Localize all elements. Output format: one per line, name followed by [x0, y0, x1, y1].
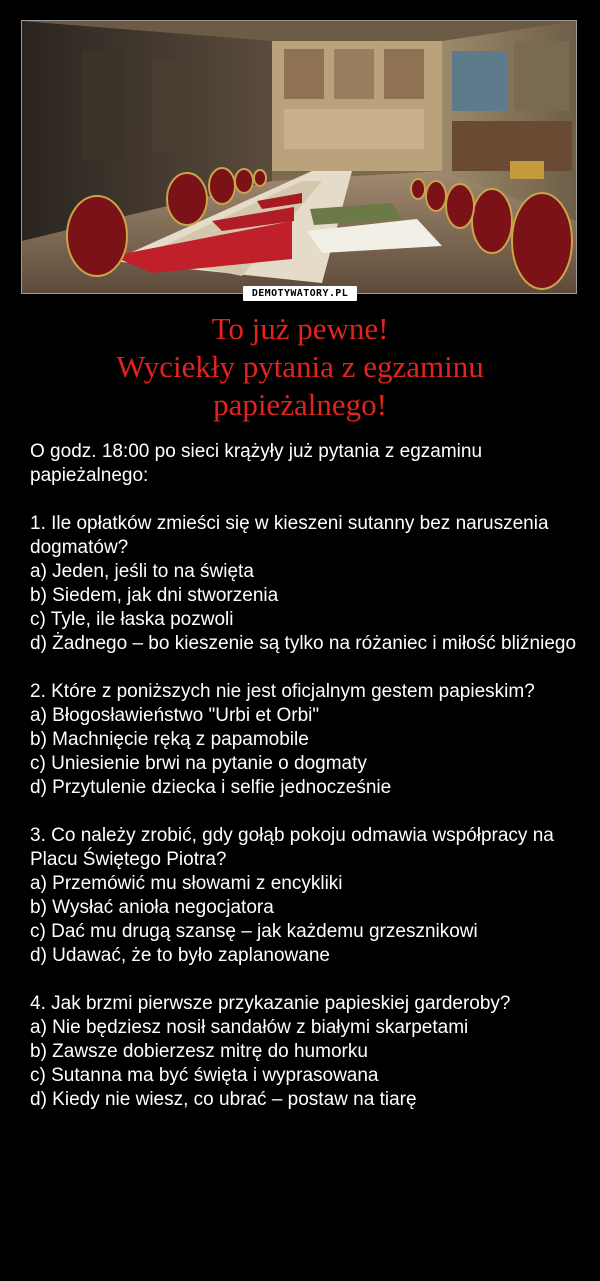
question: 2. Które z poniższych nie jest oficjalnym gestem papieskim?	[30, 681, 535, 702]
answer: d) Przytulenie dziecka i selfie jednocześnie	[30, 777, 392, 798]
answer: d) Kiedy nie wiesz, co ubrać – postaw na tiarę	[30, 1089, 417, 1110]
answer: c) Dać mu drugą szansę – jak każdemu grzesznikowi	[30, 921, 478, 942]
answer: b) Siedem, jak dni stworzenia	[30, 585, 279, 606]
question: 1. Ile opłatków zmieści się w kieszeni sutanny bez naruszenia dogmatów?	[30, 513, 549, 558]
answer: d) Udawać, że to było zaplanowane	[30, 945, 330, 966]
watermark-logo: DEMOTYWATORY.PL	[243, 286, 357, 301]
answer: b) Machnięcie ręką z papamobile	[30, 729, 309, 750]
answer: d) Żadnego – bo kieszenie są tylko na różaniec i miłość bliźniego	[30, 633, 577, 654]
answer: b) Zawsze dobierzesz mitrę do humorku	[30, 1041, 368, 1062]
question: 3. Co należy zrobić, gdy gołąb pokoju odmawia współpracy na Placu Świętego Piotra?	[30, 825, 554, 870]
headline-line: To już pewne!	[211, 311, 389, 346]
description-text	[30, 440, 580, 1112]
answer: c) Tyle, ile łaska pozwoli	[30, 609, 234, 630]
headline-line: papieżalnego!	[213, 387, 387, 422]
sistine-chapel-illustration	[22, 21, 576, 293]
question: 4. Jak brzmi pierwsze przykazanie papieskiej garderoby?	[30, 993, 511, 1014]
sistine-chapel-photo	[21, 20, 577, 294]
answer: a) Błogosławieństwo "Urbi et Orbi"	[30, 705, 320, 726]
answer: a) Nie będziesz nosił sandałów z białymi skarpetami	[30, 1017, 469, 1038]
answer: a) Przemówić mu słowami z encykliki	[30, 873, 343, 894]
headline	[0, 310, 600, 424]
headline-line: Wyciekły pytania z egzaminu	[116, 349, 484, 384]
intro-text: O godz. 18:00 po sieci krążyły już pytania z egzaminu papieżalnego:	[30, 441, 483, 486]
answer: a) Jeden, jeśli to na święta	[30, 561, 254, 582]
answer: b) Wysłać anioła negocjatora	[30, 897, 274, 918]
answer: c) Uniesienie brwi na pytanie o dogmaty	[30, 753, 367, 774]
answer: c) Sutanna ma być święta i wyprasowana	[30, 1065, 379, 1086]
